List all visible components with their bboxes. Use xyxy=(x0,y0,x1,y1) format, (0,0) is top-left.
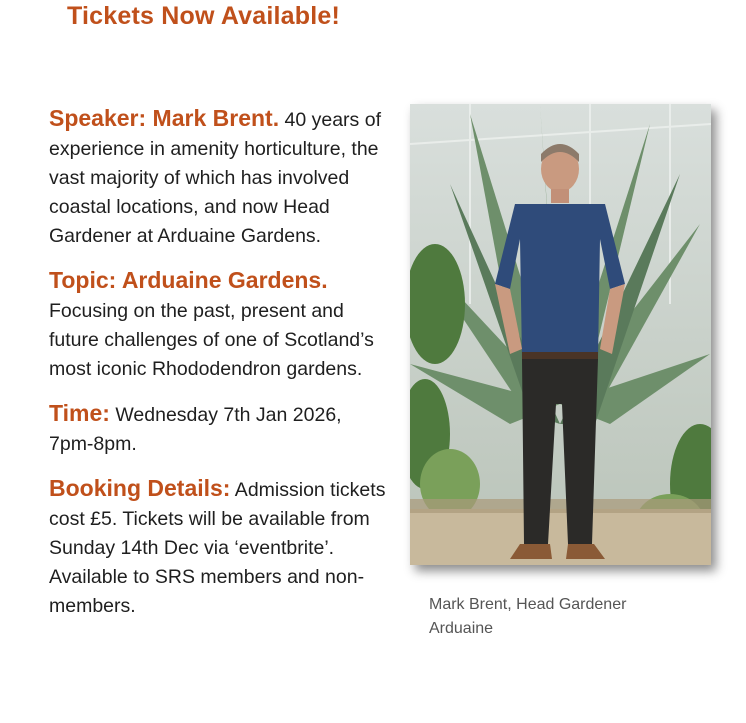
topic-heading: Topic: Arduaine Gardens. xyxy=(49,267,328,293)
time-text: Wednesday 7th Jan 2026, 7pm-8pm. xyxy=(49,404,342,455)
speaker-section xyxy=(49,104,389,251)
headline: Tickets Now Available! xyxy=(67,2,341,30)
topic-text: Focusing on the past, present and future challenges of one of Scotland’s most iconic Rhododendron gardens. xyxy=(49,300,374,380)
time-section xyxy=(49,399,389,459)
speaker-heading: Speaker: Mark Brent. xyxy=(49,105,280,131)
details-column xyxy=(49,104,389,636)
booking-text: Admission tickets cost £5. Tickets will be available from Sunday 14th Dec via ‘eventbrite’. Available to SRS members and non-members. xyxy=(49,479,386,617)
speaker-photo xyxy=(410,104,711,565)
time-heading: Time: xyxy=(49,400,110,426)
speaker-text: 40 years of experience in amenity horticulture, the vast majority of which has involved coastal locations, and now Head Gardener at Arduaine Gardens. xyxy=(49,109,381,247)
booking-section xyxy=(49,474,389,621)
topic-section xyxy=(49,266,389,384)
booking-heading: Booking Details: xyxy=(49,475,231,501)
photo-caption: Mark Brent, Head Gardener Arduaine xyxy=(429,596,627,637)
speaker-photo-illustration xyxy=(410,104,711,565)
